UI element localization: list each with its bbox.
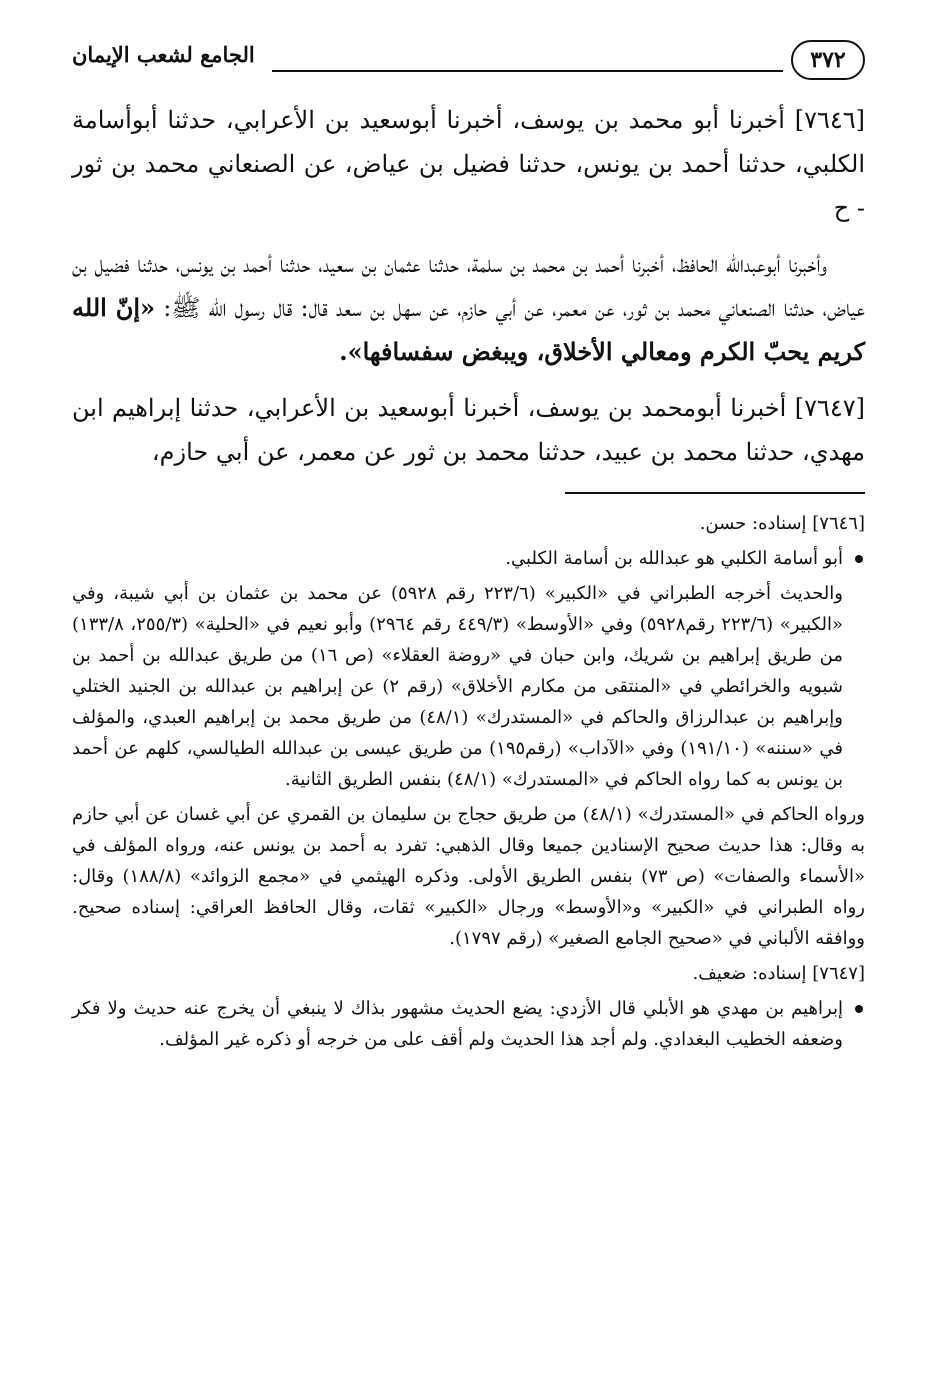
footnote-7647-heading: [٧٦٤٧] إسناده: ضعيف. — [692, 963, 865, 984]
footnote-7646-bullet: أبو أسامة الكلبي هو عبدالله بن أسامة الكلبي. — [72, 543, 865, 574]
hadith-7646-chain-text: وأخبرنا أبوعبدالله الحافظ، أخبرنا أحمد بن محمد بن سلمة، حدثنا عثمان بن سعيد، حدثنا أحمد بن يونس، حدثنا فضيل بن عياض، حدثنا الصنعاني محمد بن ثور، عن معمر، عن أبي حازم، عن سهل بن سعد قال: قال رسول الله ﷺ: — [72, 250, 865, 322]
hadith-7646-matn: «إنّ الله كريم يحبّ الكرم ومعالي الأخلاق، ويبغض سفسافها». — [72, 293, 865, 366]
page-number-badge: ٣٧٢ — [791, 40, 865, 80]
hadith-7647-chain: [٧٦٤٧] أخبرنا أبومحمد بن يوسف، أخبرنا أبوسعيد بن الأعرابي، حدثنا إبراهيم ابن مهدي، حدثنا محمد بن عبيد، حدثنا محمد بن ثور عن معمر، عن أبي حازم، — [72, 394, 866, 466]
footnote-7646-heading: [٧٦٤٦] إسناده: حسن. — [699, 513, 865, 534]
footnotes — [72, 508, 865, 1055]
book-page — [72, 30, 865, 1333]
main-text — [72, 98, 865, 474]
hadith-7646-second-chain — [72, 242, 865, 374]
book-title: الجامع لشعب الإيمان — [72, 42, 255, 67]
hadith-7646-chain: [٧٦٤٦] أخبرنا أبو محمد بن يوسف، أخبرنا أبوسعيد بن الأعرابي، حدثنا أبوأسامة الكلبي، حدثنا أحمد بن يونس، حدثنا فضيل بن عياض، عن الصنعاني محمد بن ثور - ح — [72, 106, 865, 222]
header-rule — [272, 70, 783, 72]
page-header — [72, 30, 865, 90]
footnote-7646-takhrij: والحديث أخرجه الطبراني في «الكبير» (٢٢٣/٦ رقم ٥٩٢٨) عن محمد بن عثمان بن أبي شيبة، وفي «الكبير» (٢٢٣/٦ رقم٥٩٢٨) وفي «الأوسط» (٤٤٩/٣ رقم ٢٩٦٤) وأبو نعيم في «الحلية» (٢٥٥/٣، ١٣٣/٨) من طريق إبراهيم بن شريك، وابن حبان في «روضة العقلاء» (ص ١٦) من طريق عبدالله بن أحمد بن شبويه والخرائطي في «المنتقى من مكارم الأخلاق» (رقم ٢) عن إبراهيم بن عبدالله بن الجنيد الختلي وإبراهيم بن عبدالرزاق والحاكم في «المستدرك» (٤٨/١) من طريق محمد بن إبراهيم العبدي، والمؤلف في «سننه» (١٩١/١٠) وفي «الآداب» (رقم١٩٥) من طريق عيسى بن عبدالله الطيالسي، كلهم عن أحمد بن يونس به كما رواه الحاكم في «المستدرك» (٤٨/١) بنفس الطريق الثانية. — [72, 583, 843, 790]
footnote-separator — [565, 492, 865, 494]
footnote-7647-bullet: إبراهيم بن مهدي هو الأبلي قال الأزدي: يضع الحديث مشهور بذاك لا ينبغي أن يخرج عنه حديث ولا فكر وضعفه الخطيب البغدادي. ولم أجد هذا الحديث ولم أقف على من خرجه أو ذكره غير المؤلف. — [72, 993, 865, 1055]
footnote-7646-takhrij-cont: ورواه الحاكم في «المستدرك» (٤٨/١) من طريق حجاج بن سليمان بن القمري عن أبي غسان عن أبي حازم به وقال: هذا حديث صحيح الإسنادين جميعا وقال الذهبي: تفرد به أحمد بن يونس عنه، ورواه المؤلف في «الأسماء والصفات» (ص ٧٣) بنفس الطريق الأولى. وذكره الهيثمي في «مجمع الزوائد» (١٨٨/٨) وقال: رواه الطبراني في «الكبير» و«الأوسط» ورجال «الكبير» ثقات، وقال الحافظ العراقي: إسناده صحيح. ووافقه الألباني في «صحيح الجامع الصغير» (رقم ١٧٩٧). — [72, 804, 866, 949]
